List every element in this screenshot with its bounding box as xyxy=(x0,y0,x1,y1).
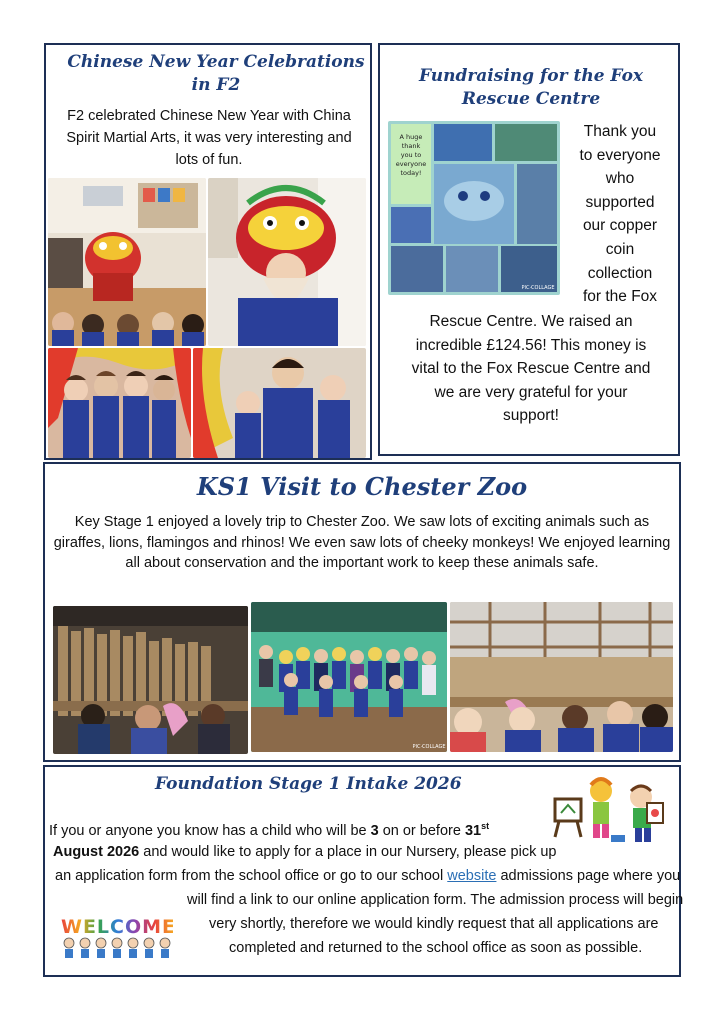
fox-title: Fundraising for the Fox Rescue Centre xyxy=(418,66,644,109)
zoo-section xyxy=(43,462,681,762)
fox-line: collection xyxy=(587,264,653,282)
school-website-link[interactable]: website xyxy=(447,868,497,884)
svg-text:A huge: A huge xyxy=(399,133,423,141)
svg-text:today!: today! xyxy=(400,169,422,177)
fox-line: coin xyxy=(605,240,635,258)
zoo-collage-label: PIC·COLLAGE xyxy=(412,744,446,750)
intake-age: 3 xyxy=(370,822,379,839)
fox-line: vital to the Fox Rescue Centre and xyxy=(411,360,651,378)
fox-line: support! xyxy=(502,407,559,425)
intake-line-6: completed and returned to the school office as soon as possible. xyxy=(229,940,643,956)
fox-line: Rescue Centre. We raised an xyxy=(429,313,633,330)
f2-body: F2 celebrated Chinese New Year with China Spirit Martial Arts, it was very interesting and lots of fun. xyxy=(66,108,352,168)
fox-line: we are very grateful for your xyxy=(434,383,628,401)
f2-photo-children-posing-2 xyxy=(193,348,366,458)
fox-line: our copper xyxy=(582,217,658,235)
welcome-graphic xyxy=(61,916,177,959)
zoo-photo-group xyxy=(251,602,447,752)
fox-thank-you-text xyxy=(562,120,678,309)
intake-section xyxy=(43,765,684,977)
zoo-body: Key Stage 1 enjoyed a lovely trip to Chester Zoo. We saw lots of exciting animals such as giraffes, lions, flamingos and rhinos! We even saw lots of cheeky monkeys! We enjoyed learning all about conservation and the important work to keep these animals safe. xyxy=(53,514,671,571)
intake-title: Foundation Stage 1 Intake 2026 xyxy=(155,774,462,794)
zoo-photo-giraffe-house xyxy=(450,602,673,752)
f2-title: Chinese New Year Celebrations in F2 xyxy=(67,52,365,95)
intake-line-2 xyxy=(53,841,673,863)
intake-text: and would like to apply for a place in our Nursery, please pick up xyxy=(139,844,557,860)
intake-line-5: very shortly, therefore we would kindly request that all applications are xyxy=(209,916,659,932)
fox-collage-label: PIC·COLLAGE xyxy=(521,285,555,291)
fox-line: Thank you xyxy=(583,123,657,140)
svg-text:you to: you to xyxy=(400,151,422,159)
intake-date-month-year: August 2026 xyxy=(53,844,140,860)
fox-photo-collage xyxy=(388,121,560,295)
intake-line-1 xyxy=(49,815,569,842)
zoo-photo-enclosure xyxy=(53,606,248,754)
children-drawing-illustration xyxy=(553,777,665,849)
fox-line: for the Fox xyxy=(582,288,658,306)
intake-date-day: 31 xyxy=(464,822,482,839)
intake-line-4: will find a link to our online application form. The admission process will begin xyxy=(187,892,684,908)
f2-section xyxy=(44,43,372,460)
fox-section xyxy=(378,43,680,456)
zoo-title: KS1 Visit to Chester Zoo xyxy=(196,472,528,501)
intake-line-3 xyxy=(55,865,681,887)
intake-text: If you or anyone you know has a child who will be xyxy=(49,822,371,839)
fox-line: to everyone xyxy=(579,146,661,164)
f2-photo-lion-dance-classroom xyxy=(48,178,206,346)
fox-line: incredible £124.56! This money is xyxy=(415,336,647,354)
intake-text: admissions page where you xyxy=(496,868,681,884)
intake-text: an application form from the school office or go to our school xyxy=(55,868,448,884)
fox-line: supported xyxy=(585,193,655,211)
welcome-text: WELCOME xyxy=(61,916,177,938)
f2-photo-child-lion-mask xyxy=(208,178,366,346)
f2-photo-children-posing-1 xyxy=(48,348,191,458)
fox-line: who xyxy=(605,170,635,188)
svg-text:thank: thank xyxy=(401,142,421,150)
fox-body-text xyxy=(384,310,678,428)
intake-text: on or before xyxy=(378,822,465,839)
intake-date-suffix: st xyxy=(481,821,490,831)
svg-text:everyone: everyone xyxy=(395,160,427,168)
